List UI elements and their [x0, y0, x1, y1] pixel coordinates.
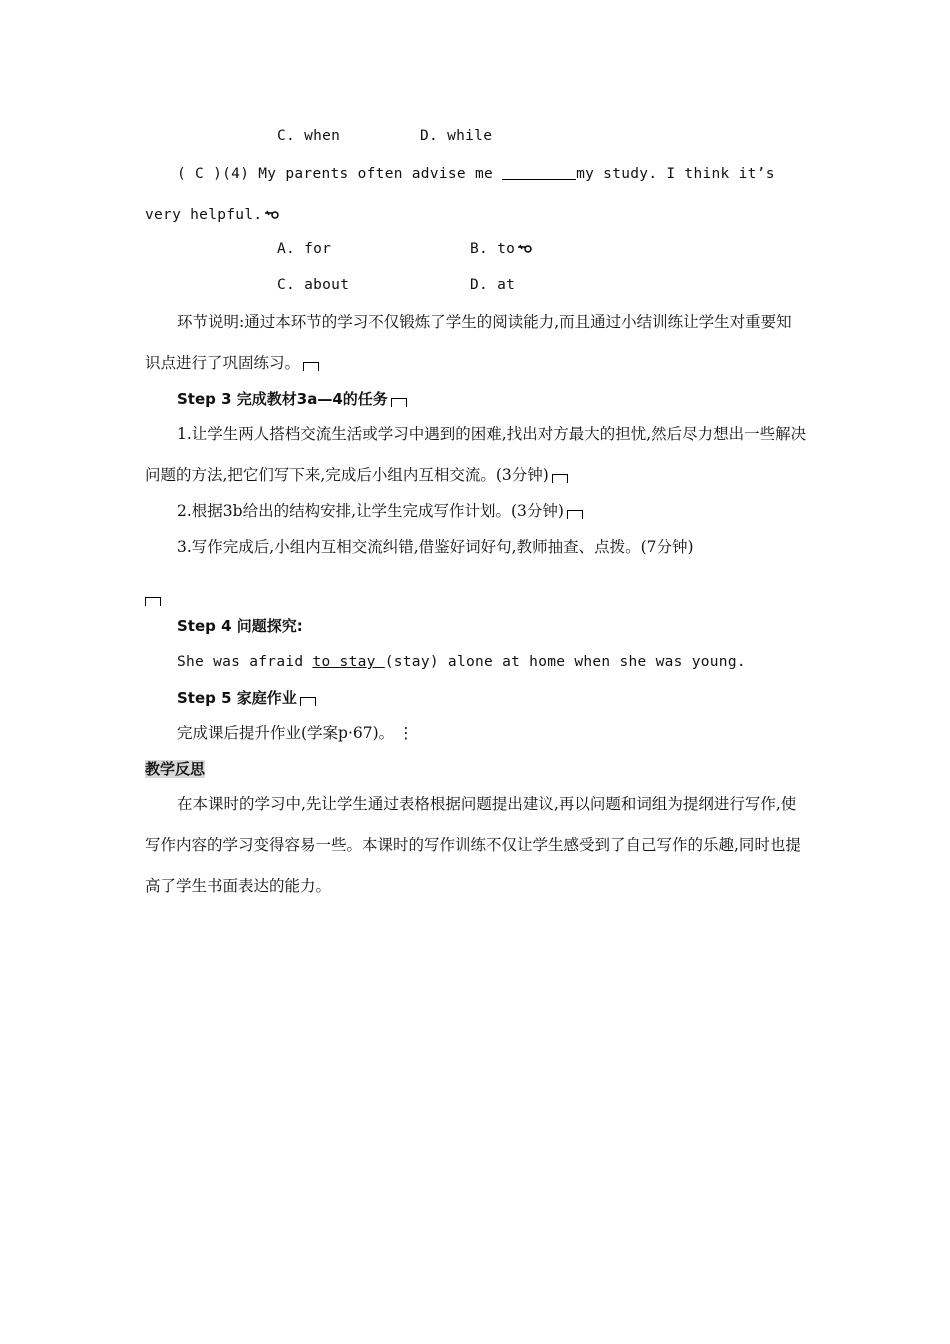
- step3-item3: 3.写作完成后,小组内互相交流纠错,借鉴好词好句,教师抽查、点拨。(7分钟): [177, 538, 694, 556]
- anchor-icon: [517, 244, 533, 254]
- section-note: 环节说明:通过本环节的学习不仅锻炼了学生的阅读能力,而且通过小结训练让学生对重要知识点进行了巩固练习。: [145, 313, 792, 372]
- paragraph-mark: [300, 697, 316, 706]
- question-stem-cont: very helpful.: [145, 207, 263, 223]
- question-stem-end: my study. I think it’s: [576, 166, 775, 182]
- step3-heading: Step 3 完成教材3a—4的任务: [177, 389, 839, 409]
- step5-heading: Step 5 家庭作业: [177, 688, 839, 708]
- question-4: [145, 164, 807, 184]
- option-d: D. at: [470, 277, 516, 293]
- step3-item1: 1.让学生两人搭档交流生活或学习中遇到的困难,找出对方最大的担忧,然后尽力想出一些解决问题的方法,把它们写下来,完成后小组内互相交流。(3分钟): [145, 425, 807, 484]
- step3-item2: 2.根据3b给出的结构安排,让学生完成写作计划。(3分钟): [145, 491, 807, 532]
- step5-text: 完成课后提升作业(学案p·67)。 ⋮: [177, 724, 414, 742]
- step4-answer: to stay: [312, 654, 385, 670]
- option-a: A. for: [277, 241, 332, 257]
- reflection-text: 在本课时的学习中,先让学生通过表格根据问题提出建议,再以问题和词组为提纲进行写作,使写作内容的学习变得容易一些。本课时的写作训练不仅让学生感受到了自己写作的乐趣,同时也提高了学生书面表达的能力。: [145, 795, 801, 895]
- paragraph-mark: [391, 398, 407, 407]
- paragraph-mark-standalone: [145, 588, 161, 607]
- reflection-heading: 教学反思: [145, 760, 206, 778]
- option-d: D. while: [420, 128, 493, 144]
- paragraph-mark: [552, 474, 568, 483]
- anchor-icon: [264, 210, 280, 220]
- answer-paren: ( C ): [177, 166, 223, 182]
- step4-heading: Step 4 问题探究:: [177, 617, 303, 635]
- step4-sentence: She was afraid to stay (stay) alone at home when she was young.: [177, 654, 746, 670]
- option-c: C. when: [277, 128, 341, 144]
- question-stem: (4) My parents often advise me: [222, 166, 503, 182]
- answer-blank: [502, 165, 576, 180]
- paragraph-mark: [303, 362, 319, 371]
- paragraph-mark: [567, 510, 583, 519]
- option-c: C. about: [277, 277, 350, 293]
- question-4-cont: [145, 205, 807, 225]
- option-b: B. to: [470, 241, 533, 257]
